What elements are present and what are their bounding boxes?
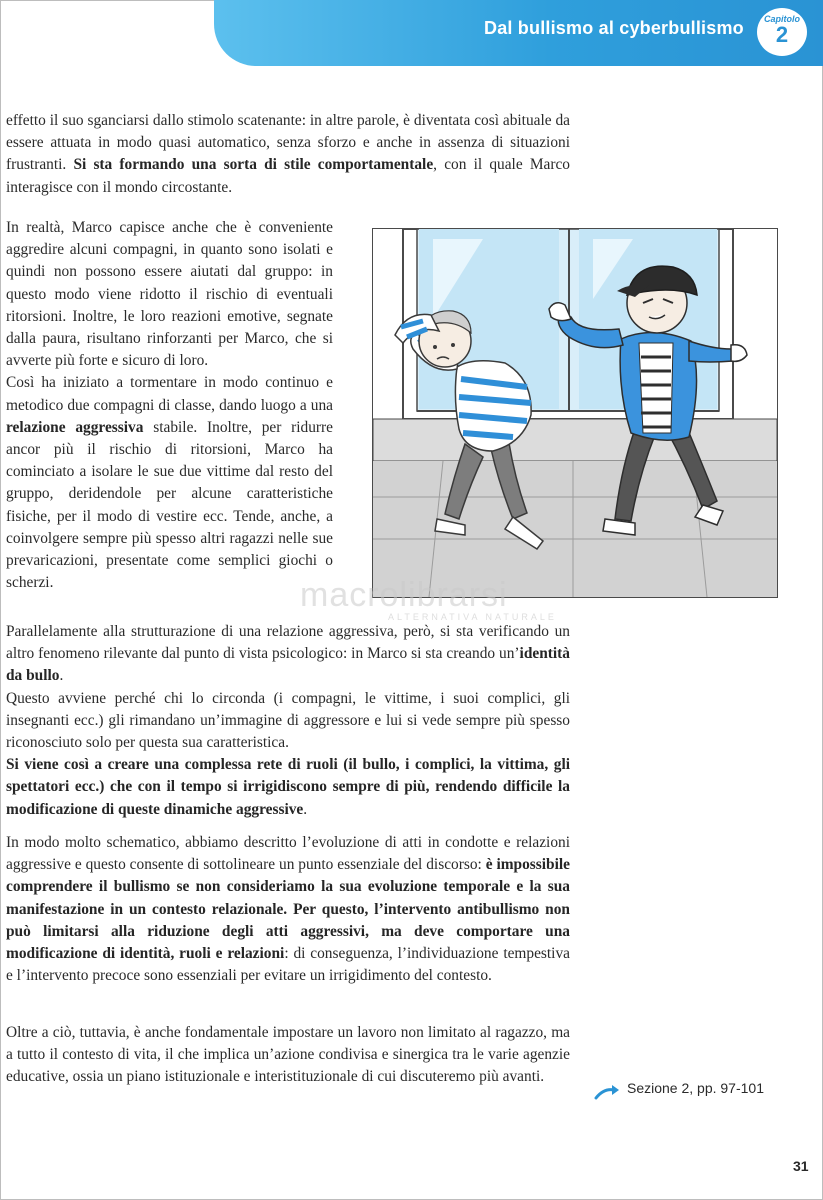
watermark: macrolibrarsi xyxy=(300,576,508,614)
chapter-label: Capitolo xyxy=(764,14,800,24)
text-run: Oltre a ciò, tuttavia, è anche fondamentale impostare un lavoro non limitato al ragazzo, ma a tutto il contesto di vita, il che implica un’azione condivisa e sinergica tra le varie agenzie educative, ossia un piano istituzionale e interistituzionale di cui discuteremo più avanti. xyxy=(6,1024,570,1086)
text-run: Così ha iniziato a tormentare in modo continuo e metodico due compagni di classe, dando luogo a una xyxy=(6,374,333,414)
text-run: Questo avviene perché chi lo circonda (i compagni, le vittime, i suoi complici, gli insegnanti ecc.) gli rimandano un’immagine di aggressore e lui si vede sempre più spesso riconosciuto solo per questa sua caratteristica. xyxy=(6,689,570,752)
illustration-drawing xyxy=(373,229,777,597)
bold-text-run: Si viene così a creare una complessa rete di ruoli (il bullo, i complici, la vittima, gli spettatori ecc.) che con il tempo si irrigidiscono sempre di più, rendendo difficile la modificazione di queste dinamiche aggressive xyxy=(6,756,570,818)
bold-text-run: identità da bullo xyxy=(6,645,570,685)
text-run: stabile. Inoltre, per ridurre ancor più il rischio di ritorsioni, Marco ha cominciato a isolare le sue due vittime dal resto del gruppo, deridendole per alcune caratteristiche fisiche, per il modo di vestire ecc. Tende, anche, a coinvolgere sempre più spesso altri ragazzi nelle sue prevaricazioni, presentate come semplici giochi o scherzi. xyxy=(6,418,334,592)
chapter-number: 2 xyxy=(775,22,789,47)
paragraph xyxy=(6,217,333,594)
text-run: : di conseguenza, l’individuazione tempestiva e l’intervento precoce sono essenziali per evitare un irrigidimento del contesto. xyxy=(6,945,570,985)
paragraph xyxy=(6,110,570,199)
text-run: . xyxy=(303,800,308,818)
page-number: 31 xyxy=(793,1158,809,1174)
watermark-subtext: ALTERNATIVA NATURALE xyxy=(388,612,557,622)
chapter-badge xyxy=(757,8,807,56)
text-run: In realtà, Marco capisce anche che è conveniente aggredire alcuni compagni, in quanto sono isolati e quindi non possono essere aiutati dal gruppo: in questo modo viene ridotto il rischio di eventuali ritorsioni. Inoltre, le loro reazioni emotive, segnate dalla paura, risultano rinforzanti per Marco, che si avverte più forte e sicuro di loro. xyxy=(6,219,333,370)
text-run: effetto il suo sganciarsi dallo stimolo scatenante: in altre parole, è diventata così abituale da essere attuata in modo quasi automatico, senza sforzo e anche in assenza di situazioni frustranti. xyxy=(6,112,570,174)
paragraph xyxy=(6,1022,570,1089)
curved-arrow-icon xyxy=(594,1084,620,1103)
cross-reference-text: Sezione 2, pp. 97-101 xyxy=(627,1080,764,1096)
bold-text-run: Si sta formando una sorta di stile comportamentale xyxy=(73,156,434,174)
paragraph xyxy=(6,832,570,987)
paragraph xyxy=(6,621,570,821)
bold-text-run: è impossibile comprendere il bullismo se non consideriamo la sua evoluzione temporale e la sua manifestazione in un contesto relazionale. Per questo, l’intervento antibullismo non può limitarsi alla riduzione degli atti aggressivi, ma deve comportare una modificazione di identità, ruoli e relazioni xyxy=(6,856,570,963)
text-run: . xyxy=(59,667,64,685)
text-run: Parallelamente alla strutturazione di una relazione aggressiva, però, si sta verificando un altro fenomeno rilevante dal punto di vista psicologico: in Marco si sta creando un’ xyxy=(6,623,570,663)
text-run: In modo molto schematico, abbiamo descritto l’evoluzione di atti in condotte e relazioni aggressive e questo consente di sottolineare un punto essenziale del discorso: xyxy=(6,834,570,874)
text-run: , con il quale Marco interagisce con il mondo circostante. xyxy=(6,156,570,196)
bold-text-run: relazione aggressiva xyxy=(6,418,144,436)
chapter-title: Dal bullismo al cyberbullismo xyxy=(484,18,744,38)
bullying-scene-illustration xyxy=(372,228,778,598)
